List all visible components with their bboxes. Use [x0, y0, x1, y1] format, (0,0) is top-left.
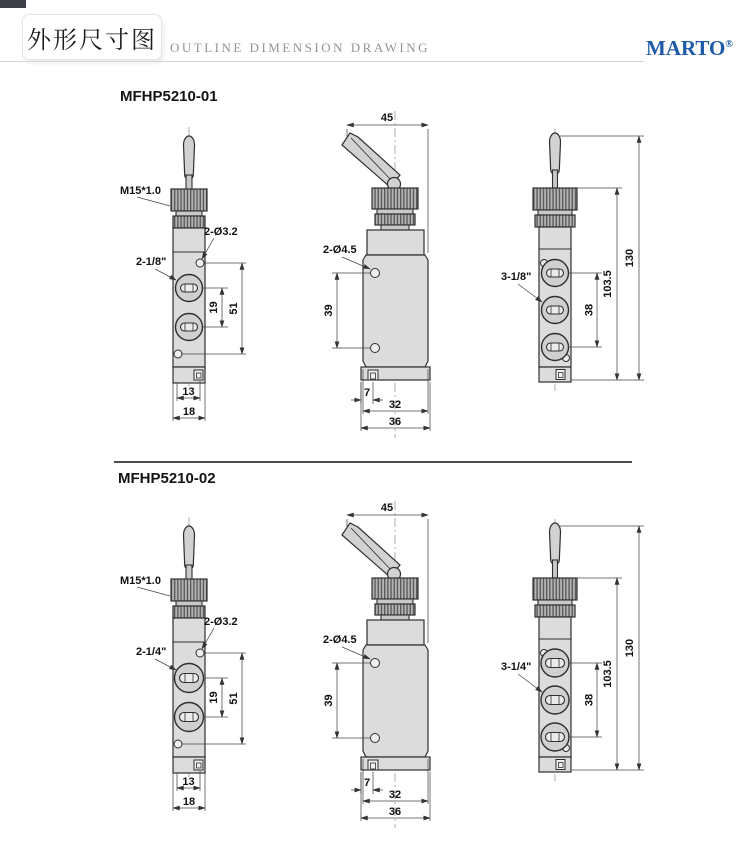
hole-label: 2-Ø3.2: [204, 226, 238, 238]
dim-38: 38: [583, 693, 596, 707]
dim-51: 51: [228, 302, 240, 315]
lever: [184, 526, 195, 580]
lever: [342, 133, 401, 191]
port-label: 2-1/4": [136, 646, 167, 658]
hole-label: 2-Ø3.2: [204, 616, 238, 628]
dim-130: 130: [624, 638, 636, 658]
dimension-width-inner: [177, 771, 200, 791]
valve-body: [173, 618, 205, 773]
lever: [342, 523, 401, 581]
brand-logo: [646, 36, 733, 61]
port-callout: [136, 646, 176, 670]
dimension-total-height: [560, 526, 644, 770]
thread-label: M15*1.0: [120, 185, 161, 197]
port-label: 3-1/4": [501, 661, 532, 673]
dimension-total-height: [560, 136, 644, 380]
knurled-nut: [372, 188, 418, 230]
registered-mark: ®: [725, 39, 733, 50]
port-callout: [501, 271, 542, 302]
knurled-nut: [171, 189, 207, 228]
brand-name: MARTO: [646, 36, 726, 60]
knurled-nut: [171, 579, 207, 618]
dimension-port-offset: [351, 382, 383, 404]
port: [541, 686, 569, 714]
front-view-1: [110, 125, 260, 430]
dimension-port-pitch: [203, 288, 228, 327]
dim-13: 13: [182, 386, 195, 398]
port: [176, 314, 203, 341]
port-label: 2-1/8": [136, 256, 167, 268]
dim-45: 45: [380, 502, 394, 514]
port: [541, 649, 569, 677]
port: [542, 260, 569, 287]
dimension-body-height: [571, 578, 644, 770]
back-view-1: [498, 123, 653, 408]
lever: [550, 523, 561, 578]
dim-19: 19: [208, 301, 220, 314]
port-callout: [136, 256, 176, 280]
dim-7: 7: [363, 387, 371, 399]
port-callout: [501, 661, 542, 692]
dim-45: 45: [380, 112, 394, 124]
dimension-port-pitch: [203, 678, 228, 717]
valve-body: [361, 230, 430, 380]
port: [542, 297, 569, 324]
dim-36: 36: [388, 806, 402, 818]
dimension-body-height: [571, 188, 644, 380]
port: [176, 275, 203, 302]
side-view-2: [320, 493, 455, 838]
dim-18: 18: [182, 406, 196, 418]
dim-38: 38: [583, 303, 596, 317]
dim-32: 32: [388, 399, 402, 411]
thread-callout: [120, 185, 170, 206]
knurled-nut: [372, 578, 418, 620]
dim-39: 39: [323, 694, 335, 707]
port: [541, 723, 569, 751]
port: [542, 334, 569, 361]
dim-39: 39: [323, 304, 335, 317]
header-rule: [0, 61, 644, 62]
dim-18: 18: [182, 796, 196, 808]
dim-36: 36: [388, 416, 402, 428]
thread-label: M15*1.0: [120, 575, 161, 587]
section-divider: [114, 461, 632, 463]
page-subtitle: OUTLINE DIMENSION DRAWING: [170, 40, 431, 55]
port-label: 3-1/8": [501, 271, 532, 283]
dim-130: 130: [624, 248, 636, 268]
page-title-box: [22, 14, 162, 60]
valve-body: [173, 228, 205, 383]
thread-callout: [120, 575, 170, 596]
dim-51: 51: [228, 692, 240, 705]
dim-32: 32: [388, 789, 402, 801]
dimension-port-pitch: [568, 273, 602, 347]
page-title: 外形尺寸图: [27, 25, 157, 54]
valve-body: [361, 620, 430, 770]
port: [175, 664, 204, 693]
dimension-width-inner: [177, 381, 200, 401]
side-view-1: [320, 103, 455, 448]
knurled-nut: [533, 578, 577, 617]
dim-19: 19: [208, 691, 220, 704]
hole-label: 2-Ø4.5: [323, 244, 357, 256]
hole-callout: [202, 226, 238, 259]
dim-13: 13: [182, 776, 195, 788]
hole-label: 2-Ø4.5: [323, 634, 357, 646]
dimension-port-offset: [351, 772, 383, 794]
dim-7: 7: [363, 777, 371, 789]
back-view-2: [498, 513, 653, 798]
hole-callout: [202, 616, 238, 649]
lever: [184, 136, 195, 190]
dim-103-5: 103.5: [602, 270, 614, 298]
dim-103-5: 103.5: [602, 660, 614, 688]
lever: [550, 133, 561, 188]
model-title: MFHP5210-01: [120, 88, 218, 105]
knurled-nut: [533, 188, 577, 227]
dimension-port-pitch: [568, 663, 602, 737]
port: [175, 703, 204, 732]
corner-mark: [0, 0, 26, 8]
model-title: MFHP5210-02: [118, 470, 216, 487]
front-view-2: [110, 515, 260, 820]
